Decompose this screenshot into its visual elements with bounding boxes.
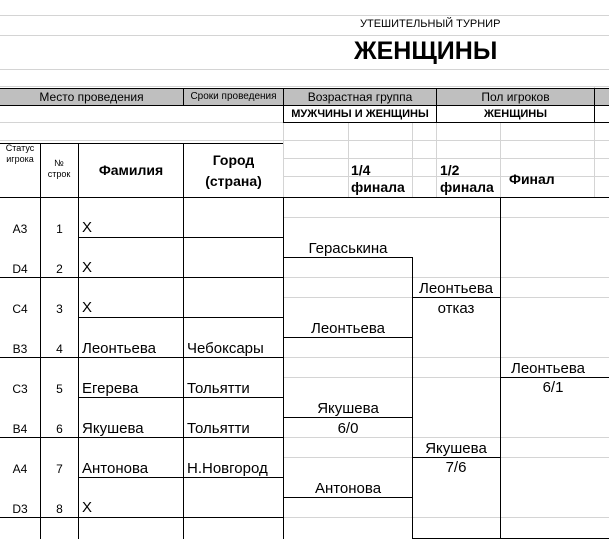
player-row-number: 3: [56, 302, 63, 316]
col-final-header: Финал: [509, 171, 555, 187]
qf-winner-3: Якушева: [317, 400, 379, 417]
player-status: C3: [12, 382, 28, 396]
col-city-header-line1: Город: [212, 152, 255, 168]
player-row-number: 8: [56, 502, 63, 516]
player-status: D3: [12, 502, 28, 516]
sf-winner-1: Леонтьева: [419, 280, 493, 297]
final-winner: Леонтьева: [511, 360, 585, 377]
player-name: Леонтьева: [82, 340, 156, 357]
col-row-number-header: № строк: [47, 158, 71, 179]
player-name: X: [82, 219, 93, 236]
col-city-header-line2: (страна): [205, 173, 262, 189]
qf-winner-4: Антонова: [314, 480, 382, 497]
player-row-number: 4: [56, 342, 63, 356]
player-status: A3: [12, 222, 28, 236]
player-name: X: [82, 259, 93, 276]
qf-winner-2: Леонтьева: [311, 320, 385, 337]
col-sf-header-line1: 1/2: [440, 162, 460, 178]
player-name: X: [82, 499, 93, 516]
age-group-label: Возрастная группа: [307, 90, 413, 104]
player-row-number: 7: [56, 462, 63, 476]
page-title: ЖЕНЩИНЫ: [354, 37, 498, 65]
player-status: C4: [12, 302, 28, 316]
tournament-subtitle: УТЕШИТЕЛЬНЫЙ ТУРНИР: [360, 18, 501, 30]
player-city: Тольятти: [187, 380, 250, 397]
player-row-number: 1: [56, 222, 63, 236]
player-status: A4: [12, 462, 28, 476]
player-city: Тольятти: [187, 420, 250, 437]
sf-score-1: отказ: [437, 300, 475, 317]
final-score: 6/1: [542, 379, 564, 396]
dates-label: Сроки проведения: [190, 91, 277, 102]
player-row-number: 6: [56, 422, 63, 436]
player-name: Антонова: [82, 460, 149, 477]
player-city: Чебоксары: [187, 340, 264, 357]
col-qf-header-line2: финала: [351, 179, 405, 195]
player-status: B4: [12, 422, 28, 436]
player-name: X: [82, 299, 93, 316]
venue-label: Место проведения: [39, 90, 144, 104]
col-qf-header-line1: 1/4: [351, 162, 371, 178]
player-name: Егерева: [82, 380, 139, 397]
age-group-value: МУЖЧИНЫ И ЖЕНЩИНЫ: [291, 108, 429, 120]
player-name: Якушева: [82, 420, 144, 437]
player-city: Н.Новгород: [187, 460, 268, 477]
col-surname-header: Фамилия: [98, 162, 164, 178]
qf-score-3: 6/0: [337, 420, 359, 437]
player-row-number: 2: [56, 262, 63, 276]
player-row-number: 5: [56, 382, 63, 396]
player-status: D4: [12, 262, 28, 276]
gender-label: Пол игроков: [481, 90, 550, 104]
col-status-header: Статус игрока: [5, 143, 35, 164]
qf-winner-1: Гераськина: [308, 240, 388, 257]
sf-winner-2: Якушева: [425, 440, 487, 457]
gender-value: ЖЕНЩИНЫ: [483, 108, 548, 120]
sf-score-2: 7/6: [445, 459, 467, 476]
player-status: B3: [12, 342, 28, 356]
col-sf-header-line2: финала: [440, 179, 494, 195]
